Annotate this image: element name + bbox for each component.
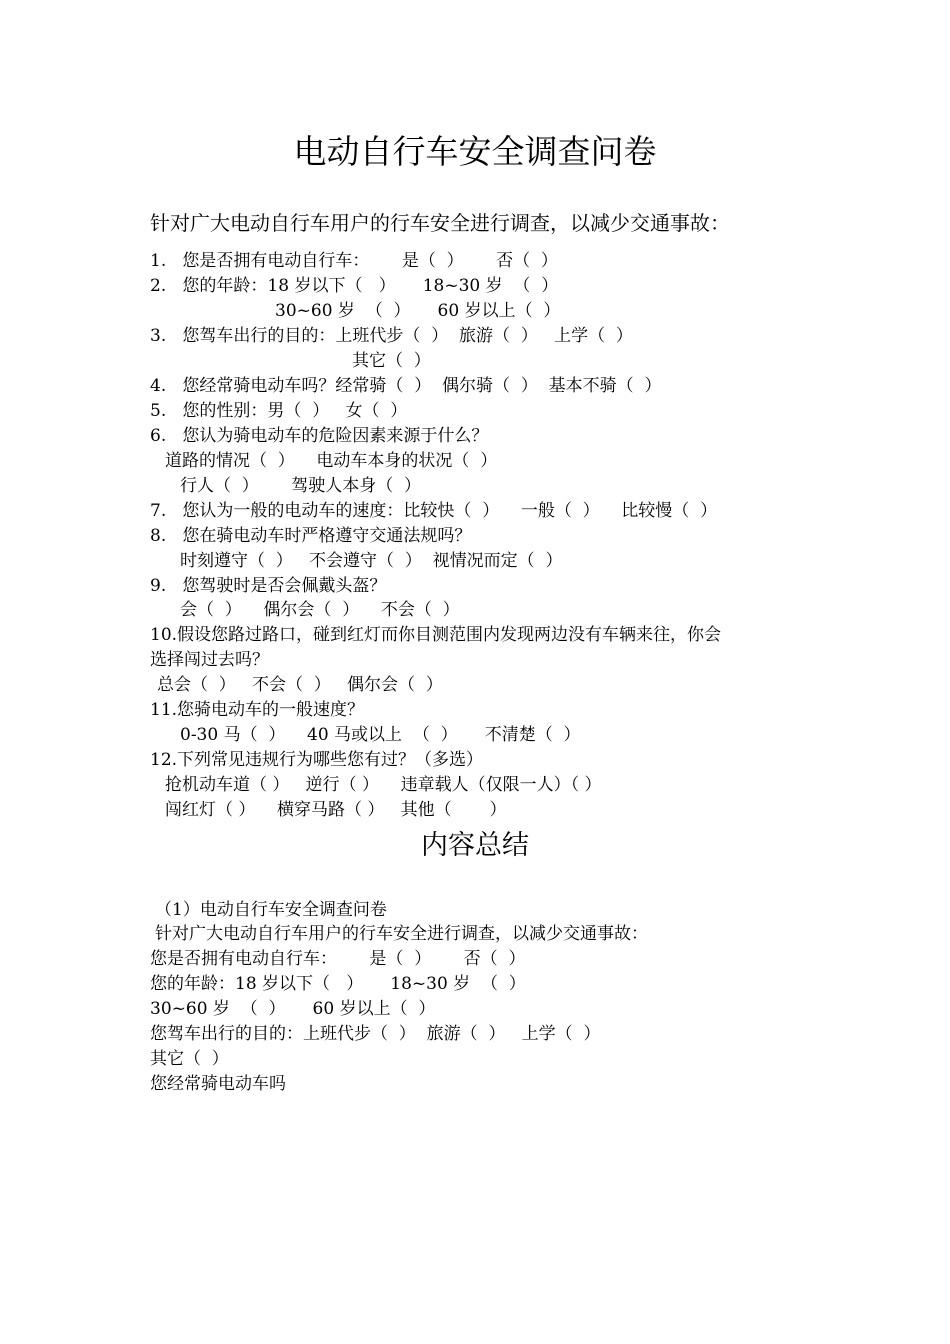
question-line: 12.下列常见违规行为哪些您有过？（多选） [150,750,484,770]
question-line: 0-30 马（ ） 40 马或以上 （ ） 不清楚（ ） [180,725,581,745]
question-line: 抢机动车道（ ） 逆行（ ） 违章载人（仅限一人）（ ） [165,775,602,795]
question-line: 4. 您经常骑电动车吗？经常骑（ ） 偶尔骑（ ） 基本不骑（ ） [150,376,662,396]
question-line: 30~60 岁 （ ） 60 岁以上（ ） [275,301,561,321]
question-line: 1. 您是否拥有电动自行车： 是（ ） 否（ ） [150,251,558,271]
question-line: 时刻遵守（ ） 不会遵守（ ） 视情况而定（ ） [180,551,563,571]
intro-text: 针对广大电动自行车用户的行车安全进行调查，以减少交通事故： [150,211,730,235]
summary-line: 针对广大电动自行车用户的行车安全进行调查，以减少交通事故： [155,924,648,944]
summary-line: 您经常骑电动车吗 [150,1074,286,1094]
question-line: 2. 您的年龄：18 岁以下（ ） 18~30 岁 （ ） [150,276,559,296]
question-line: 会（ ） 偶尔会（ ） 不会（ ） [180,600,460,620]
question-line: 9. 您驾驶时是否会佩戴头盔？ [150,576,387,596]
question-line: 闯红灯（ ） 横穿马路（ ） 其他（ ） [165,800,507,820]
question-line: 行人（ ） 驾驶人本身（ ） [180,476,422,496]
question-line: 选择闯过去吗？ [150,650,269,670]
summary-line: 您的年龄：18 岁以下（ ） 18~30 岁 （ ） [150,974,526,994]
question-line: 5. 您的性别：男（ ） 女（ ） [150,401,408,421]
question-line: 6. 您认为骑电动车的危险因素来源于什么？ [150,426,489,446]
summary-heading: 内容总结 [421,830,529,861]
question-line: 8. 您在骑电动车时严格遵守交通法规吗？ [150,526,472,546]
question-line: 总会（ ） 不会（ ） 偶尔会（ ） [157,675,443,695]
question-line: 其它（ ） [352,351,431,371]
question-line: 7. 您认为一般的电动车的速度：比较快（ ） 一般（ ） 比较慢（ ） [150,501,718,521]
document-title: 电动自行车安全调查问卷 [293,132,657,171]
summary-line: （1）电动自行车安全调查问卷 [155,900,387,920]
summary-line: 其它（ ） [150,1049,229,1069]
question-line: 10.假设您路过路口，碰到红灯而你目测范围内发现两边没有车辆来往，你会 [150,625,722,645]
question-line: 11.您骑电动车的一般速度？ [150,700,365,720]
summary-line: 您驾车出行的目的：上班代步（ ） 旅游（ ） 上学（ ） [150,1024,601,1044]
summary-line: 30~60 岁 （ ） 60 岁以上（ ） [150,999,436,1019]
question-line: 3. 您驾车出行的目的：上班代步（ ） 旅游（ ） 上学（ ） [150,326,633,346]
summary-line: 您是否拥有电动自行车： 是（ ） 否（ ） [150,949,526,969]
question-line: 道路的情况（ ） 电动车本身的状况（ ） [165,451,498,471]
